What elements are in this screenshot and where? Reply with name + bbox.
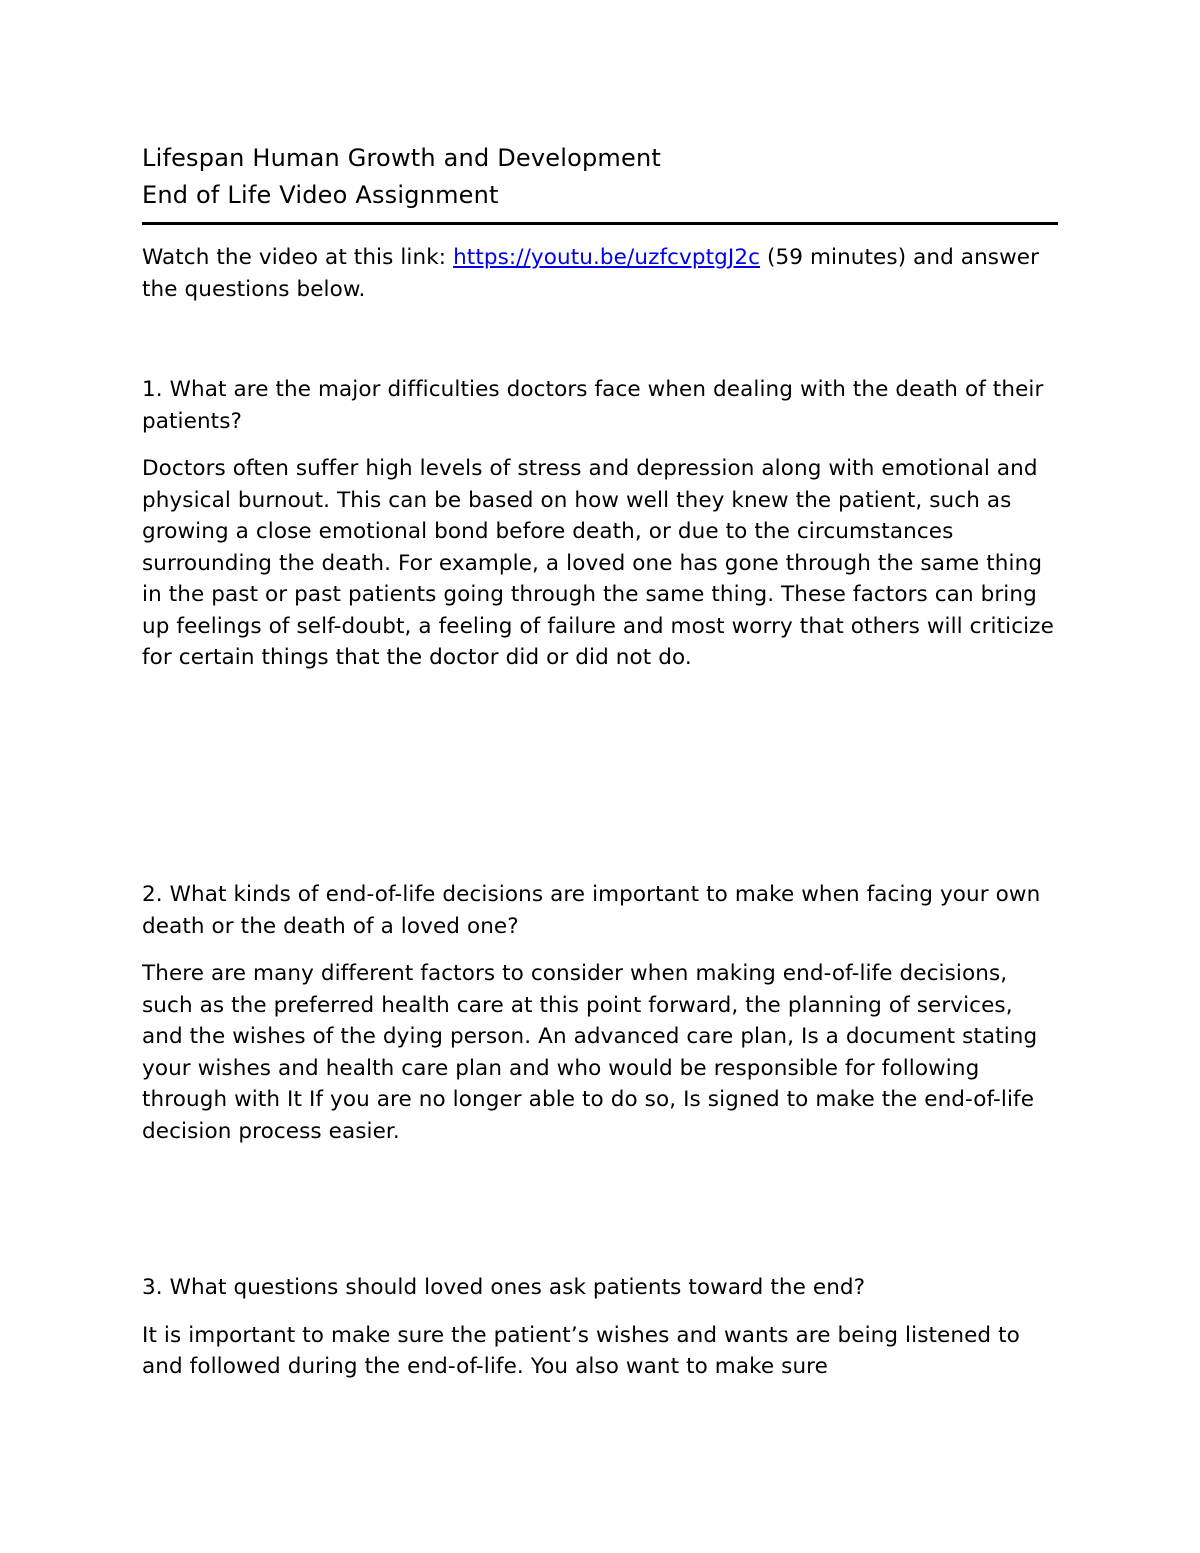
question-1-text: 1. What are the major difficulties doctors face when dealing with the death of their patients? [142, 377, 1044, 434]
video-link[interactable]: https://youtu.be/uzfcvptgJ2c [453, 245, 761, 270]
question-2-text: 2. What kinds of end-of-life decisions are important to make when facing your own death or the death of a loved one? [142, 882, 1041, 939]
document-header [142, 140, 1058, 225]
intro-text-after-link: (59 minutes) and answer the questions below. [142, 245, 1040, 302]
answer-3-text: It is important to make sure the patient’s wishes and wants are being listened to and followed during the end-of-life. You also want to make sure [142, 1322, 1020, 1379]
intro-text-before-link: Watch the video at this link: [142, 245, 454, 270]
course-title: Lifespan Human Growth and Development [142, 144, 661, 172]
assignment-title: End of Life Video Assignment [142, 181, 499, 209]
question-section-2 [142, 879, 1058, 1147]
answer-2-text: There are many different factors to consider when making end-of-life decisions, such as the preferred health care at this point forward, the planning of services, and the wishes of the dying person. An advanced care plan, Is a document stating your wishes and health care plan and who would be responsible for following through with It If you are no longer able to do so, Is signed to make the end-of-life decision process easier. [142, 961, 1038, 1144]
intro-paragraph [142, 242, 1058, 305]
answer-1-text: Doctors often suffer high levels of stress and depression along with emotional and physical burnout. This can be based on how well they knew the patient, such as growing a close emotional bond before death, or due to the circumstances surrounding the death. For example, a loved one has gone through the same thing in the past or past patients going through the same thing. These factors can bring up feelings of self-doubt, a feeling of failure and most worry that others will criticize for certain things that the doctor did or did not do. [142, 456, 1054, 670]
question-section-3 [142, 1272, 1058, 1383]
question-section-1 [142, 374, 1058, 674]
question-3-text: 3. What questions should loved ones ask patients toward the end? [142, 1275, 866, 1300]
